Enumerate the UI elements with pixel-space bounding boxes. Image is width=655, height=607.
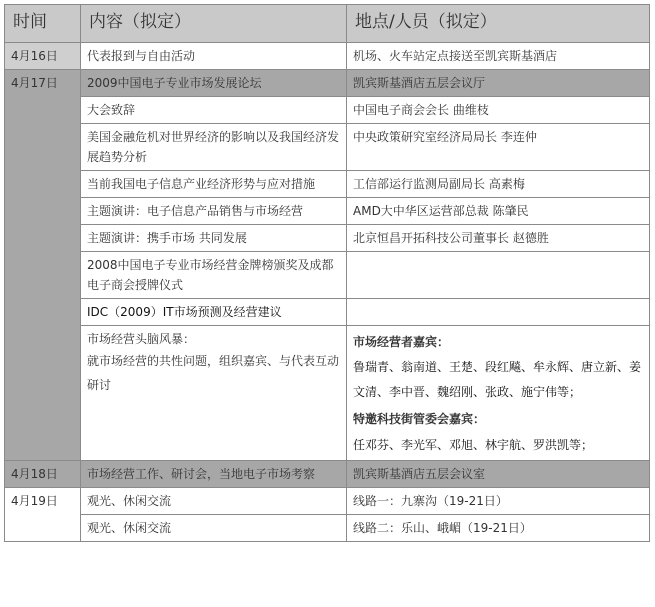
place-cell [347, 252, 650, 299]
table-row [5, 171, 650, 198]
table-row [5, 299, 650, 326]
place-cell: 北京恒昌开拓科技公司董事长 赵德胜 [347, 225, 650, 252]
table-row [5, 124, 650, 171]
table-row [5, 252, 650, 299]
header-time: 时间 [5, 5, 81, 43]
special-guests-title: 特邀科技街管委会嘉宾： [353, 412, 486, 426]
header-place: 地点/人员（拟定） [347, 5, 650, 43]
date-cell: 4月16日 [5, 43, 81, 70]
content-cell: 观光、休闲交流 [81, 488, 347, 515]
content-cell: 市场经营工作、研讨会，当地电子市场考察 [81, 461, 347, 488]
content-cell: 代表报到与自由活动 [81, 43, 347, 70]
table-row [5, 515, 650, 542]
date-cell: 4月19日 [5, 488, 81, 542]
place-cell: 工信部运行监测局副局长 高素梅 [347, 171, 650, 198]
special-guests-list: 任邓芬、李光军、邓旭、林宇航、罗洪凯等； [353, 438, 594, 452]
table-row [5, 225, 650, 252]
place-cell: 线路二：乐山、峨嵋（19-21日） [347, 515, 650, 542]
guests-cell [347, 326, 650, 461]
content-cell: IDC（2009）IT市场预测及经营建议 [81, 299, 347, 326]
table-row [5, 461, 650, 488]
guests-list: 鲁瑞青、翁南道、王楚、段红飚、牟永辉、唐立新、姜文清、李中晋、魏绍刚、张政、施宁伟等； [353, 360, 642, 399]
content-cell: 主题演讲：电子信息产品销售与市场经营 [81, 198, 347, 225]
content-cell: 主题演讲：携手市场 共同发展 [81, 225, 347, 252]
place-cell: 中央政策研究室经济局局长 李连仲 [347, 124, 650, 171]
table-row [5, 70, 650, 97]
content-cell: 2009中国电子专业市场发展论坛 [81, 70, 347, 97]
place-cell: 凯宾斯基酒店五层会议室 [347, 461, 650, 488]
header-content: 内容（拟定） [81, 5, 347, 43]
place-cell: 机场、火车站定点接送至凯宾斯基酒店 [347, 43, 650, 70]
header-row [5, 5, 650, 43]
place-cell: 中国电子商会会长 曲维枝 [347, 97, 650, 124]
content-cell: 2008中国电子专业市场经营金牌榜颁奖及成都电子商会授牌仪式 [81, 252, 347, 299]
table-row [5, 43, 650, 70]
place-cell: 线路一：九寨沟（19-21日） [347, 488, 650, 515]
guests-title: 市场经营者嘉宾： [353, 335, 450, 349]
date-cell: 4月17日 [5, 70, 81, 461]
place-cell: 凯宾斯基酒店五层会议厅 [347, 70, 650, 97]
brainstorm-desc: 就市场经营的共性问题，组织嘉宾、与代表互动研讨 [87, 354, 340, 392]
table-row [5, 488, 650, 515]
content-cell: 当前我国电子信息产业经济形势与应对措施 [81, 171, 347, 198]
content-cell: 大会致辞 [81, 97, 347, 124]
date-cell: 4月18日 [5, 461, 81, 488]
place-cell: AMD大中华区运营部总裁 陈肇民 [347, 198, 650, 225]
content-cell: 观光、休闲交流 [81, 515, 347, 542]
brainstorm-title: 市场经营头脑风暴： [87, 332, 196, 346]
table-row [5, 326, 650, 461]
content-cell: 美国金融危机对世界经济的影响以及我国经济发展趋势分析 [81, 124, 347, 171]
schedule-table [4, 4, 650, 542]
place-cell [347, 299, 650, 326]
table-row [5, 198, 650, 225]
table-row [5, 97, 650, 124]
brainstorm-cell [81, 326, 347, 461]
